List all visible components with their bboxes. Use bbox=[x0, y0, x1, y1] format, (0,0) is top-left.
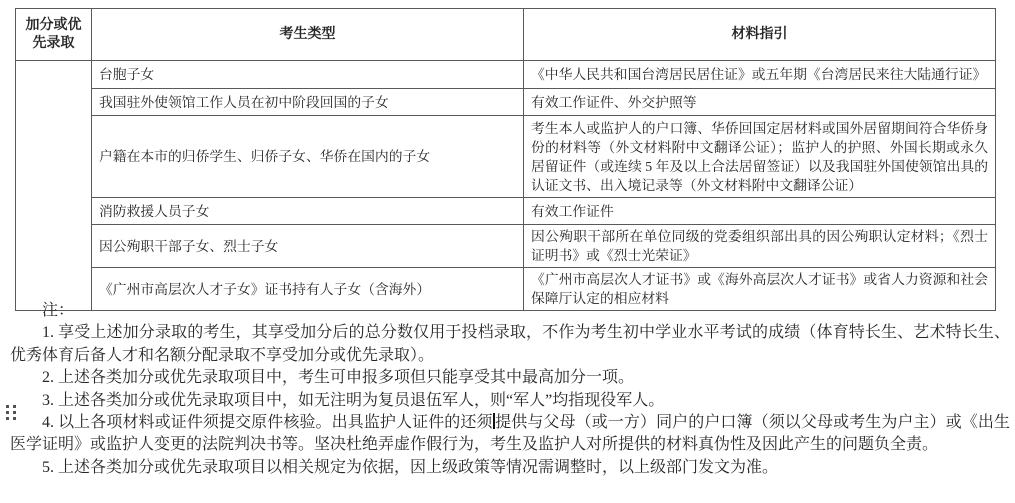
header-category-label: 加分或优先录取 bbox=[25, 17, 82, 51]
material-cell bbox=[524, 61, 996, 89]
notes-label: 注： bbox=[42, 302, 75, 319]
header-candidate-type bbox=[92, 9, 524, 61]
candidate-type-text: 消防救援人员子女 bbox=[99, 203, 210, 219]
material-cell bbox=[524, 198, 996, 225]
note-item-2: 2. 上述各类加分或优先录取项目中，考生可申报多项但只能享受其中最高加分一项。 bbox=[42, 369, 635, 387]
candidate-type-cell bbox=[92, 116, 524, 198]
candidate-type-text: 台胞子女 bbox=[99, 67, 155, 82]
material-text: 因公殉职干部所在单位同级的党委组织部出具的因公殉职认定材料；《烈士证明书》或《烈士光荣证》 bbox=[531, 229, 988, 263]
note-item-3: 3. 上述各类加分或优先录取项目中，如无注明为复员退伍军人，则“军人”均指现役军人。 bbox=[42, 391, 665, 409]
header-material-guide-label: 材料指引 bbox=[731, 26, 788, 42]
note-4-before-caret: 4. 以上各项材料或证件须提交原件核验。出具监护人证件的还须 bbox=[42, 414, 493, 432]
table-row bbox=[16, 198, 996, 225]
candidate-type-cell bbox=[92, 198, 524, 225]
table-header-row bbox=[16, 9, 996, 61]
notes-section bbox=[10, 300, 1010, 479]
header-candidate-type-label: 考生类型 bbox=[279, 26, 336, 42]
material-text: 有效工作证件、外交护照等 bbox=[531, 94, 697, 110]
header-material-guide bbox=[524, 9, 996, 61]
note-item-4 bbox=[10, 412, 1010, 457]
candidate-type-cell bbox=[92, 225, 524, 268]
material-text: 《广州市高层次人才证书》或《海外高层次人才证书》或省人力资源和社会保障厅认定的相应材料 bbox=[531, 272, 988, 306]
material-text: 《中华人民共和国台湾居民居住证》或五年期《台湾居民来往大陆通行证》 bbox=[531, 67, 987, 82]
header-category bbox=[16, 9, 92, 61]
table-row bbox=[16, 89, 996, 116]
table-row bbox=[16, 225, 996, 268]
candidate-type-text: 我国驻外使领馆工作人员在初中阶段回国的子女 bbox=[99, 94, 389, 110]
material-cell bbox=[524, 225, 996, 268]
candidate-type-text: 因公殉职干部子女、烈士子女 bbox=[99, 238, 279, 254]
table-row bbox=[16, 116, 996, 198]
candidate-type-cell bbox=[92, 61, 524, 89]
material-text: 有效工作证件 bbox=[531, 203, 614, 219]
candidate-type-text: 《广州市高层次人才子女》证书持有人子女（含海外） bbox=[99, 281, 431, 297]
note-4-after-caret: 提供与父母（或一方）同户的户口簿（须以父母或考生为户主）或《出生医学证明》或监护人变更的法院判决书等。坚决杜绝弄虚作假行为，考生及监护人对所提供的材料真伪性及因此产生的问题负全责。 bbox=[10, 414, 1010, 454]
note-item-5: 5. 上述各类加分或优先录取项目以相关规定为依据，因上级政策等情况需调整时，以上级部门发文为准。 bbox=[42, 458, 779, 476]
category-merged-cell bbox=[16, 61, 92, 311]
candidate-type-cell bbox=[92, 89, 524, 116]
material-cell bbox=[524, 116, 996, 198]
candidate-type-text: 户籍在本市的归侨学生、归侨子女、华侨在国内的子女 bbox=[99, 149, 431, 164]
note-item-1: 1. 享受上述加分录取的考生，其享受加分后的总分数仅用于投档录取，不作为考生初中学业水平考试的成绩（体育特长生、艺术特长生、优秀体育后备人才和名额分配录取不享受加分或优先录取）。 bbox=[10, 324, 1010, 364]
admission-bonus-table bbox=[15, 8, 996, 311]
material-cell bbox=[524, 89, 996, 116]
drag-handle-icon[interactable] bbox=[6, 405, 16, 420]
table-row bbox=[16, 61, 996, 89]
material-text: 考生本人或监护人的户口簿、华侨回国定居材料或国外居留期间符合华侨身份的材料等（外文材料附中文翻译公证）；监护人的护照、外国长期或永久居留证件（或连续 5 年及以上合法居留签证）以及我国驻外国使领馆出具的认证文书、出入境记录等（外文材料附中文翻译公证） bbox=[531, 120, 988, 193]
